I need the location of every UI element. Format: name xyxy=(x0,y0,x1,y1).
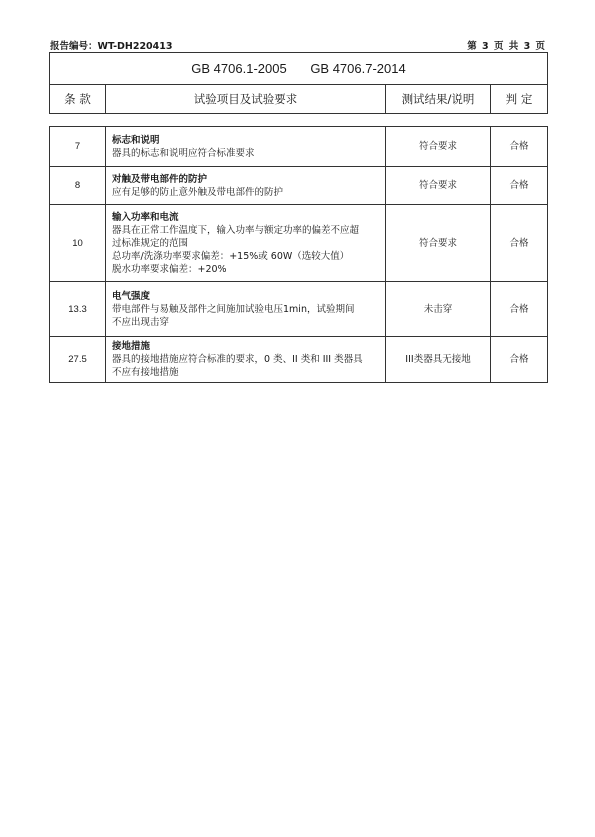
clause-number: 8 xyxy=(50,167,106,205)
table-row xyxy=(50,127,548,167)
column-header-result: 测试结果/说明 xyxy=(386,85,491,114)
standards-header-table xyxy=(49,52,548,114)
clause-number: 27.5 xyxy=(50,337,106,383)
test-requirement-line: 过标准规定的范围 xyxy=(112,237,189,249)
test-item-title: 电气强度 xyxy=(112,290,151,302)
verdict: 合格 xyxy=(491,127,548,167)
test-item-title: 对触及带电部件的防护 xyxy=(112,173,208,185)
table-row xyxy=(50,337,548,383)
test-item-title: 标志和说明 xyxy=(112,134,160,146)
standards-row xyxy=(50,53,548,85)
test-item xyxy=(106,282,386,337)
table-row xyxy=(50,205,548,282)
test-item-title: 输入功率和电流 xyxy=(112,211,179,223)
test-results-table xyxy=(49,126,548,383)
test-requirement-line: 脱水功率要求偏差：+20% xyxy=(112,263,227,275)
test-requirement-line: 器具在正常工作温度下，输入功率与额定功率的偏差不应超 xyxy=(112,224,360,236)
test-requirement-line: 带电部件与易触及部件之间施加试验电压1min，试验期间 xyxy=(112,303,355,315)
test-requirement-line: 器具的标志和说明应符合标准要求 xyxy=(112,147,255,159)
test-results-body xyxy=(50,127,548,383)
test-item xyxy=(106,167,386,205)
standard-gb4706-1: GB 4706.1-2005 xyxy=(191,61,287,76)
standards-cell xyxy=(50,53,548,85)
clause-number: 7 xyxy=(50,127,106,167)
clause-number: 13.3 xyxy=(50,282,106,337)
test-requirement-line: 器具的接地措施应符合标准的要求，0 类、II 类和 III 类器具 xyxy=(112,354,363,365)
test-item xyxy=(106,337,386,383)
test-requirement-line: 不应有接地措施 xyxy=(112,367,179,378)
standard-gb4706-7: GB 4706.7-2014 xyxy=(310,61,406,76)
test-item xyxy=(106,205,386,282)
column-header-verdict: 判 定 xyxy=(491,85,548,114)
verdict: 合格 xyxy=(491,337,548,383)
column-header-item: 试验项目及试验要求 xyxy=(106,85,386,114)
column-header-row xyxy=(50,85,548,114)
test-requirement-line: 总功率/洗涤功率要求偏差：+15%或 60W（选较大值） xyxy=(112,250,350,262)
test-requirement-line: 应有足够的防止意外触及带电部件的防护 xyxy=(112,186,284,198)
verdict: 合格 xyxy=(491,167,548,205)
report-number: 报告编号：WT-DH220413 xyxy=(50,41,173,52)
test-result: III类器具无接地 xyxy=(386,337,491,383)
test-result: 未击穿 xyxy=(386,282,491,337)
column-header-clause: 条 款 xyxy=(50,85,106,114)
test-item xyxy=(106,127,386,167)
test-result: 符合要求 xyxy=(386,205,491,282)
test-item-title: 接地措施 xyxy=(112,341,151,352)
test-result: 符合要求 xyxy=(386,167,491,205)
clause-number: 10 xyxy=(50,205,106,282)
test-result: 符合要求 xyxy=(386,127,491,167)
verdict: 合格 xyxy=(491,282,548,337)
table-row xyxy=(50,282,548,337)
page-indicator: 第 3 页 共 3 页 xyxy=(467,41,546,52)
table-row xyxy=(50,167,548,205)
test-requirement-line: 不应出现击穿 xyxy=(112,316,170,328)
verdict: 合格 xyxy=(491,205,548,282)
